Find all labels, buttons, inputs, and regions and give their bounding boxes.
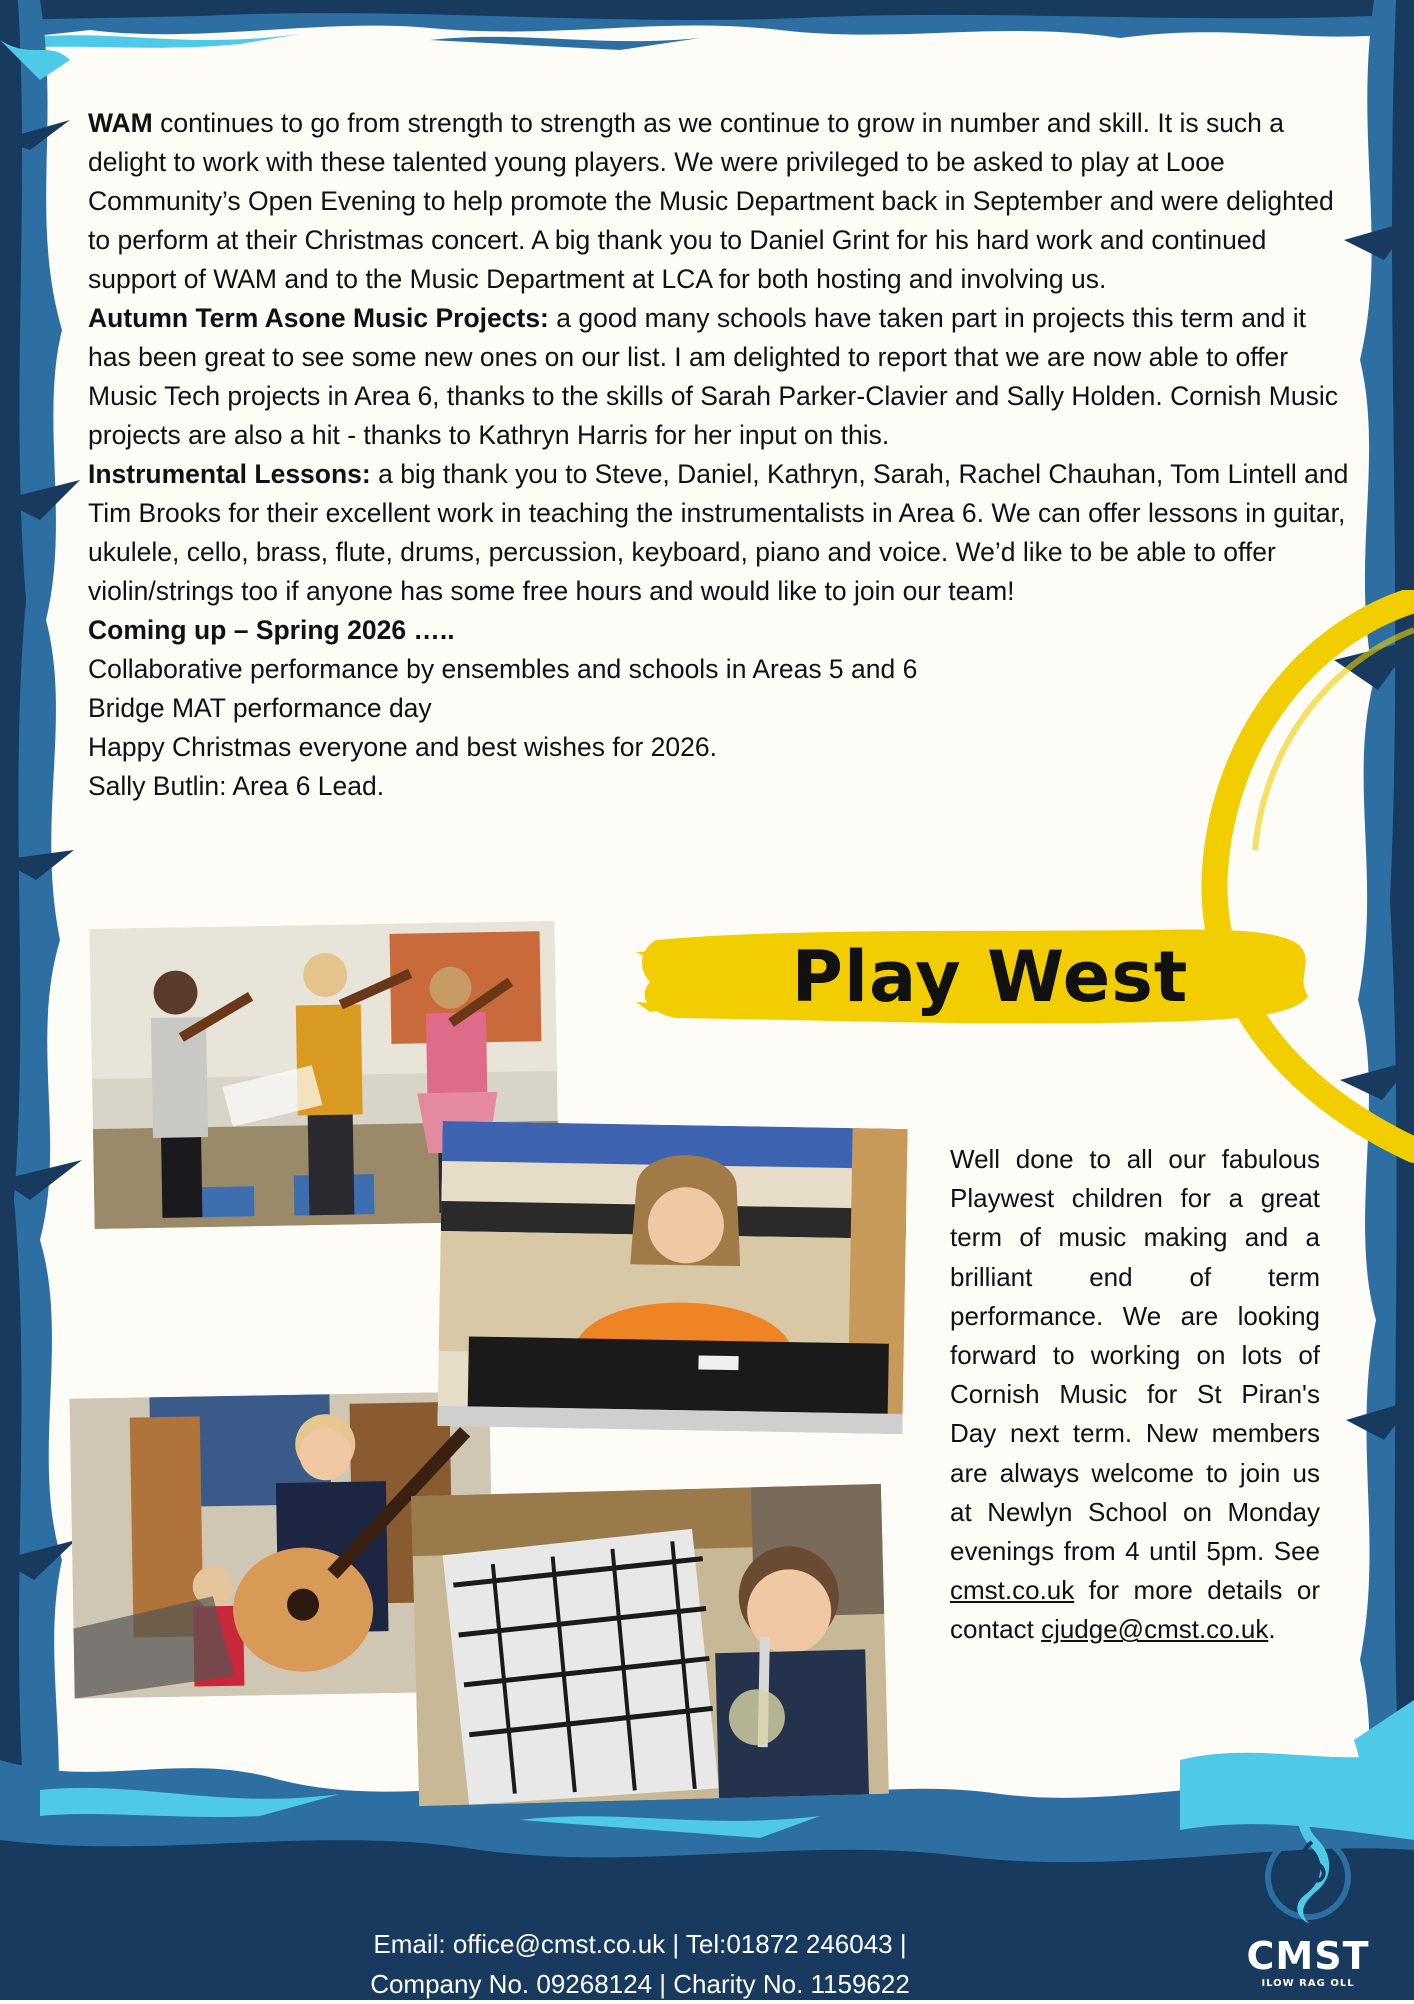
treble-clef-flame-icon bbox=[1262, 1782, 1354, 1932]
wam-heading: WAM bbox=[88, 108, 153, 138]
wam-body: continues to go from strength to strength as we continue to grow in number and skill. It is such a delight to work with these talented young players. We were privileged to be asked to play at Looe Community’s Open Evening to help promote the Music Department back in September and were delighted to perform at their Christmas concert. A big thank you to Daniel Grint for his hard work and continued support of WAM and to the Music Department at LCA for both hosting and involving us. bbox=[88, 108, 1334, 294]
footer-contact bbox=[300, 1924, 980, 2004]
play-west-text-middle: for more details or contact bbox=[950, 1575, 1320, 1645]
photo-girl-playing-keyboard bbox=[437, 1121, 907, 1434]
autumn-paragraph bbox=[88, 299, 1353, 455]
closing-line: Happy Christmas everyone and best wishes for 2026. bbox=[88, 732, 717, 762]
signoff: Sally Butlin: Area 6 Lead. bbox=[88, 771, 385, 801]
photo-boy-playing-flute bbox=[411, 1484, 889, 1806]
play-west-text: Well done to all our fabulous Playwest children for a great term of music making and a brilliant end of term performance. We are looking forward to working on lots of Cornish Music for St Piran's Day next term. New members are always welcome to join us at Newlyn School on Monday evenings from 4 until 5pm. See bbox=[950, 1144, 1320, 1567]
play-west-title: Play West bbox=[791, 936, 1189, 1018]
article-body bbox=[88, 104, 1353, 806]
lessons-heading: Instrumental Lessons: bbox=[88, 459, 371, 489]
wam-paragraph bbox=[88, 104, 1353, 299]
brush-frame-top bbox=[0, 0, 1414, 60]
email-link[interactable]: cjudge@cmst.co.uk bbox=[1041, 1614, 1269, 1645]
play-west-text-end: . bbox=[1268, 1614, 1276, 1645]
logo-tagline: ILOW RAG OLL bbox=[1261, 1978, 1355, 1989]
website-link[interactable]: cmst.co.uk bbox=[950, 1575, 1075, 1606]
autumn-heading: Autumn Term Asone Music Projects: bbox=[88, 303, 549, 333]
coming-up-item: Bridge MAT performance day bbox=[88, 693, 432, 723]
autumn-body: a good many schools have taken part in projects this term and it has been great to see some new ones on our list. I am delighted to report that we are now able to offer Music Tech projects in Area 6, thanks to the skills of Sarah Parker-Clavier and Sally Holden. Cornish Music projects are also a hit - thanks to Kathryn Harris for her input on this. bbox=[88, 303, 1338, 450]
logo-name: CMST bbox=[1246, 1934, 1370, 1978]
footer-company-line: Company No. 09268124 | Charity No. 1159622 bbox=[370, 1969, 910, 1999]
cmst-logo bbox=[1238, 1782, 1378, 1992]
lessons-body: a big thank you to Steve, Daniel, Kathryn, Sarah, Rachel Chauhan, Tom Lintell and Tim Brooks for their excellent work in teaching the instrumentalists in Area 6. We can offer lessons in guitar, ukulele, cello, brass, flute, drums, percussion, keyboard, piano and voice. We’d like to be able to offer violin/strings too if anyone has some free hours and would like to join our team! bbox=[88, 459, 1349, 606]
coming-up-heading: Coming up – Spring 2026 ….. bbox=[88, 615, 455, 645]
coming-up-item: Collaborative performance by ensembles and schools in Areas 5 and 6 bbox=[88, 654, 918, 684]
brush-frame-left bbox=[0, 0, 90, 2000]
footer-contact-line: Email: office@cmst.co.uk | Tel:01872 246043 | bbox=[373, 1929, 907, 1959]
play-west-paragraph bbox=[950, 1140, 1320, 1650]
lessons-paragraph bbox=[88, 455, 1353, 611]
play-west-banner bbox=[636, 922, 1314, 1032]
